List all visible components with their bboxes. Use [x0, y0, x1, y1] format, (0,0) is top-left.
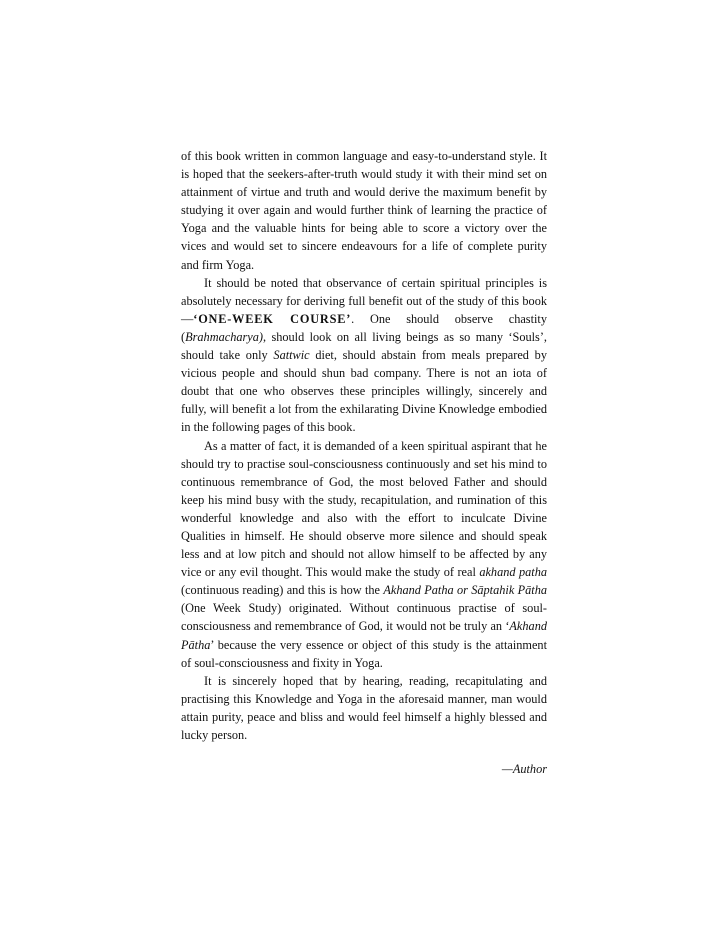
paragraph-2-text-b: . One should observe chastity ( [181, 311, 547, 344]
term-akhand-patha: akhand patha [479, 565, 547, 580]
paragraph-3-text-b: (continuous reading) and this is how the [181, 583, 384, 598]
author-signature: —Author [501, 762, 547, 777]
term-saptahik-patha: Akhand Patha or Sāptahik Pātha [383, 583, 547, 598]
course-title: ‘ONE-WEEK COURSE’ [193, 311, 352, 326]
term-sattwic: Sattwic [273, 348, 310, 363]
paragraph-2-text-a: It should be noted that observance of certain spiritual principles is absolutely necessary for deriving full benefit out of the study of this book— [181, 275, 547, 326]
paragraph-3-text-d: ’ because the very essence or object of this study is the attainment of soul-consciousness and fixity in Yoga. [181, 637, 547, 670]
term-brahmacharya: Brahmacharya) [185, 329, 263, 344]
paragraph-3 [181, 437, 547, 672]
paragraph-4-text: It is sincerely hoped that by hearing, reading, recapitulating and practising this Knowledge and Yoga in the aforesaid manner, man would attain purity, peace and bliss and would feel himself a highly blessed and lucky person. [181, 673, 547, 742]
paragraph-1 [181, 147, 547, 274]
paragraph-2 [181, 274, 547, 437]
paragraph-4 [181, 672, 547, 744]
paragraph-2-text-c: , should look on all living beings as so many ‘Souls’, should take only [181, 329, 547, 363]
paragraph-2-text-d: diet, should abstain from meals prepared by vicious people and should shun bad company. There is not an iota of doubt that one who observes these principles willingly, sincerely and fully, will benefit a lot from the exhilarating Divine Knowledge embodied in the following pages of this book. [181, 348, 547, 435]
paragraph-3-text-c: (One Week Study) originated. Without continuous practise of soul-consciousness and remembrance of God, it would not be truly an ‘ [181, 601, 547, 634]
body-text [181, 147, 547, 778]
term-akhand-patha-2: Akhand Pātha [181, 619, 547, 652]
paragraph-1-text: of this book written in common language and easy-to-understand style. It is hoped that the seekers-after-truth would study it with their mind set on attainment of virtue and truth and would derive the maximum benefit by studying it over again and would further think of learning the practice of Yoga and the valuable hints for being able to score a victory over the vices and would set to sincere endeavours for a life of complete purity and firm Yoga. [181, 149, 547, 272]
paragraph-3-text-a: As a matter of fact, it is demanded of a keen spiritual aspirant that he should try to practise soul-consciousness continuously and set his mind to continuous remembrance of God, the most beloved Father and should keep his mind busy with the study, recapitulation, and rumination of this wonderful knowledge and also with the effort to inculcate Divine Qualities in himself. He should observe more silence and should speak less and at low pitch and should not allow himself to be affected by any vice or any evil thought. This would make the study of real [181, 438, 547, 580]
